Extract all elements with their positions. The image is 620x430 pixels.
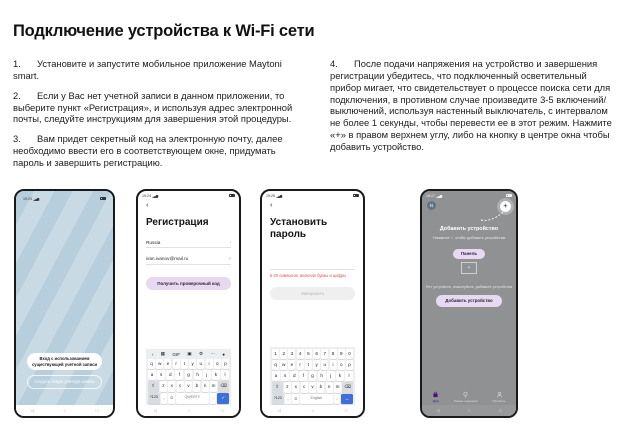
back-icon[interactable]: ‹	[146, 200, 149, 209]
instruction-text: После подачи напряжения на устройство и завершения регистрации убедитесь, что подключенный осветительный прибор мигает, что свидетельствует о процессе поиска сети для подключения, в противном случае произведите 3-5 включений/выключений, используя настенный выключатель, с интервалом не более 1 секунды, чтобы перевести ее в этот режим. Нажмите «+» в правом верхнем углу, либо на кнопку в центре окна чтобы добавить устройство.	[330, 58, 612, 152]
instruction-number: 4.	[330, 58, 338, 69]
keyboard	[270, 347, 355, 405]
home-screen	[422, 191, 516, 405]
key-l[interactable]: l	[345, 371, 353, 380]
key-○[interactable]: ○	[187, 408, 191, 413]
tab-home[interactable]	[432, 391, 439, 403]
key-◁[interactable]: ◁	[277, 407, 281, 413]
signal-icon: ▂▄▆	[33, 196, 39, 201]
key-e[interactable]: e	[288, 360, 295, 369]
keyboard-row	[272, 371, 353, 380]
time-label: 19:25	[266, 193, 275, 198]
keyboard-bottom-row	[272, 394, 353, 403]
key-c[interactable]: c	[301, 382, 308, 392]
instruction-item	[330, 58, 613, 153]
key-w[interactable]: w	[280, 360, 287, 369]
get-code-button[interactable]: Получить проверочный код	[146, 277, 231, 290]
keyboard-row	[148, 359, 229, 368]
key-□[interactable]: □	[499, 408, 502, 413]
time-label: 19:24	[142, 193, 151, 198]
key-y[interactable]: y	[189, 359, 196, 368]
signin-existing-account-button[interactable]: Вход с использованием существующей учетной записи	[27, 353, 103, 370]
key-e[interactable]: e	[164, 359, 171, 368]
password-hint: 6-20 символов, включая буквы и цифры	[270, 272, 347, 278]
comma-key[interactable]: ,	[161, 393, 168, 403]
enter-key[interactable]: ✓	[217, 393, 229, 403]
country-field[interactable]	[146, 240, 231, 249]
key-p[interactable]: p	[346, 360, 353, 369]
key-z[interactable]: z	[160, 381, 167, 391]
key-m[interactable]: m	[334, 382, 341, 392]
shift-key[interactable]: ⇧	[148, 381, 159, 391]
back-icon[interactable]: ‹	[270, 200, 273, 209]
keyboard	[146, 349, 231, 405]
enter-key[interactable]: ←	[341, 394, 353, 403]
key-⋯[interactable]: ⋯	[210, 351, 215, 357]
tab-scenes[interactable]	[454, 391, 478, 403]
instruction-number: 1.	[13, 58, 21, 69]
key-q[interactable]: q	[272, 360, 279, 369]
avatar[interactable]: N	[427, 201, 436, 210]
instruction-text: Если у Вас нет учетной записи в данном приложении, то выберите пункт «Регистрация», и используя адрес электронной почты, следуйте инструкциям для завершения этой процедуры.	[13, 89, 293, 125]
status-bar	[262, 191, 363, 199]
key-□[interactable]: □	[220, 408, 224, 413]
login-background	[16, 191, 113, 405]
period-key[interactable]: .	[210, 393, 217, 403]
signal-icon: ▂▄▆	[436, 193, 442, 198]
key-a[interactable]: a	[148, 370, 156, 379]
tab-bar	[422, 388, 516, 406]
key-b[interactable]: b	[193, 381, 200, 391]
key-k[interactable]: k	[212, 370, 220, 379]
key-s[interactable]: s	[281, 371, 289, 380]
key-g[interactable]: g	[185, 370, 193, 379]
plus-placeholder: +	[467, 264, 471, 271]
key-‹[interactable]: ‹	[152, 351, 154, 357]
phone-screenshot-set-password	[260, 189, 365, 418]
key-x[interactable]: x	[292, 382, 299, 392]
key-g[interactable]: g	[309, 371, 317, 380]
key-i[interactable]: i	[330, 360, 337, 369]
instruction-item	[13, 58, 305, 82]
key-c[interactable]: c	[177, 381, 184, 391]
battery-icon	[353, 194, 359, 197]
tab-label: Умные сценарии	[453, 398, 478, 403]
add-device-subtitle: Нажмите +, чтобы добавить устройства	[433, 234, 505, 240]
emoji-key[interactable]: ☺	[168, 393, 175, 403]
registration-title: Регистрация	[146, 217, 209, 228]
key-h[interactable]: h	[318, 371, 326, 380]
key-a[interactable]: a	[272, 371, 280, 380]
add-device-title: Добавить устройство	[439, 226, 499, 232]
device-placeholder-box	[461, 262, 477, 274]
key-j[interactable]: j	[327, 371, 335, 380]
key-f[interactable]: f	[299, 371, 307, 380]
instruction-number: 3.	[13, 133, 21, 145]
key-m[interactable]: m	[210, 381, 217, 391]
key-4[interactable]: 4	[297, 349, 304, 358]
space-key[interactable]: QWERTY	[176, 393, 208, 403]
key-l[interactable]: l	[221, 370, 229, 379]
backspace-key[interactable]: ⌫	[218, 381, 229, 391]
battery-icon	[229, 194, 235, 197]
person-icon	[496, 391, 503, 398]
key-u[interactable]: u	[321, 360, 328, 369]
keyboard-number-row	[272, 349, 353, 358]
status-bar	[138, 191, 239, 199]
email-field[interactable]	[146, 256, 231, 265]
key-x[interactable]: x	[168, 381, 175, 391]
instruction-number: 2.	[13, 89, 21, 101]
emoji-key[interactable]: ☺	[292, 394, 299, 403]
key-o[interactable]: o	[214, 359, 221, 368]
period-key[interactable]: .	[334, 394, 341, 403]
key-0[interactable]: 0	[346, 349, 353, 358]
android-navbar	[262, 405, 363, 416]
key-1[interactable]: 1	[272, 349, 279, 358]
key-2[interactable]: 2	[280, 349, 287, 358]
key-GIF[interactable]: GIF	[172, 351, 181, 357]
key-d[interactable]: d	[166, 370, 174, 379]
key-p[interactable]: p	[222, 359, 229, 368]
key-q[interactable]: q	[148, 359, 155, 368]
instruction-text: Вам придет секретный код на электронную почту, далее необходимо ввести его в соответствующем окне, придумать пароль и завершить регистрацию.	[13, 133, 283, 168]
key-v[interactable]: v	[185, 381, 192, 391]
key-s[interactable]: s	[157, 370, 165, 379]
key-t[interactable]: t	[305, 360, 312, 369]
keyboard-row	[272, 360, 353, 369]
shift-key[interactable]: ⇧	[272, 382, 283, 392]
key-○[interactable]: ○	[311, 408, 315, 413]
key-f[interactable]: f	[175, 370, 183, 379]
key-□[interactable]: □	[95, 408, 99, 413]
key-u[interactable]: u	[197, 359, 204, 368]
key-z[interactable]: z	[284, 382, 291, 392]
instruction-item	[13, 133, 305, 169]
keyboard-row	[148, 370, 229, 379]
instructions-right-column	[330, 58, 613, 161]
dashed-arrow-icon	[480, 206, 510, 222]
status-bar	[422, 191, 516, 199]
set-password-title: Установить пароль	[270, 217, 328, 240]
instruction-text: Установите и запустите мобильное приложение Maytoni smart.	[13, 58, 282, 81]
registration-screen	[138, 199, 239, 405]
key-⚙[interactable]: ⚙	[198, 351, 204, 357]
instructions-left-column	[13, 58, 305, 177]
key-o[interactable]: o	[338, 360, 345, 369]
key-◁[interactable]: ◁	[30, 407, 35, 413]
key-▣[interactable]: ▣	[187, 351, 192, 357]
key-r[interactable]: r	[297, 360, 304, 369]
empty-devices-text: Нет устройств, пожалуйста, добавьте устройства	[425, 284, 513, 289]
key-d[interactable]: d	[290, 371, 298, 380]
home-bag-icon	[432, 391, 439, 398]
key-8[interactable]: 8	[330, 349, 337, 358]
keyboard-bottom-row	[148, 393, 229, 403]
key-y[interactable]: y	[313, 360, 320, 369]
key-5[interactable]: 5	[305, 349, 312, 358]
tab-profile[interactable]	[492, 391, 505, 403]
key-○[interactable]: ○	[63, 408, 67, 413]
instruction-item	[13, 90, 305, 126]
comma-key[interactable]: ,	[285, 394, 292, 403]
create-account-button[interactable]: Создать новую учетную запись	[27, 375, 103, 389]
space-key[interactable]: English	[300, 394, 332, 403]
signal-icon: ▂▄▆	[152, 193, 158, 198]
email-value: ivan.ivanov@mail.ru	[146, 256, 189, 261]
key-i[interactable]: i	[206, 359, 213, 368]
key-3[interactable]: 3	[288, 349, 295, 358]
key-r[interactable]: r	[173, 359, 180, 368]
key-▦[interactable]: ▦	[160, 351, 166, 357]
add-device-plus-button[interactable]: +	[500, 201, 511, 212]
password-input[interactable]	[270, 262, 355, 270]
phone-screenshot-registration	[136, 189, 241, 418]
key-○[interactable]: ○	[467, 408, 471, 413]
chevron-right-icon: ›	[229, 239, 231, 245]
key-n[interactable]: n	[326, 382, 333, 392]
symbols-key[interactable]: ?123	[148, 393, 160, 403]
key-b[interactable]: b	[317, 382, 324, 392]
backspace-key[interactable]: ⌫	[342, 382, 353, 392]
key-t[interactable]: t	[181, 359, 188, 368]
android-navbar	[16, 405, 113, 416]
time-label: 19:27	[426, 193, 435, 198]
set-password-screen	[262, 199, 363, 405]
key-k[interactable]: k	[336, 371, 344, 380]
key-v[interactable]: v	[309, 382, 316, 392]
clear-icon[interactable]: ×	[228, 256, 231, 261]
key-●[interactable]: ●	[222, 351, 225, 357]
add-device-button[interactable]: Добавить устройство	[436, 295, 501, 307]
panel-tooltip[interactable]: Панель	[453, 249, 485, 260]
key-w[interactable]: w	[156, 359, 163, 368]
phone-screenshot-login	[14, 189, 115, 418]
key-n[interactable]: n	[202, 381, 209, 391]
tab-label: Дом	[432, 398, 439, 403]
phone-screenshot-add-device	[420, 189, 518, 418]
android-navbar	[422, 405, 516, 416]
key-◁[interactable]: ◁	[153, 407, 157, 413]
tab-label: Профиль	[492, 398, 506, 403]
keyboard-row	[272, 382, 353, 392]
country-value: Russia	[146, 239, 161, 245]
key-7[interactable]: 7	[321, 349, 328, 358]
key-h[interactable]: h	[194, 370, 202, 379]
android-navbar	[138, 405, 239, 416]
key-9[interactable]: 9	[338, 349, 345, 358]
key-j[interactable]: j	[203, 370, 211, 379]
key-◁[interactable]: ◁	[436, 407, 440, 413]
finish-button[interactable]: Завершить	[270, 287, 355, 300]
status-bar	[19, 194, 110, 202]
key-6[interactable]: 6	[313, 349, 320, 358]
time-label: 19:23	[23, 196, 32, 201]
keyboard-toolbar	[148, 351, 229, 360]
bulb-icon	[462, 391, 469, 398]
battery-icon	[506, 194, 512, 197]
page-title: Подключение устройства к Wi-Fi сети	[13, 22, 315, 40]
key-□[interactable]: □	[344, 408, 348, 413]
signal-icon: ▂▄▆	[276, 193, 282, 198]
symbols-key[interactable]: ?123	[272, 394, 284, 403]
keyboard-row	[148, 381, 229, 391]
battery-icon	[100, 197, 106, 200]
